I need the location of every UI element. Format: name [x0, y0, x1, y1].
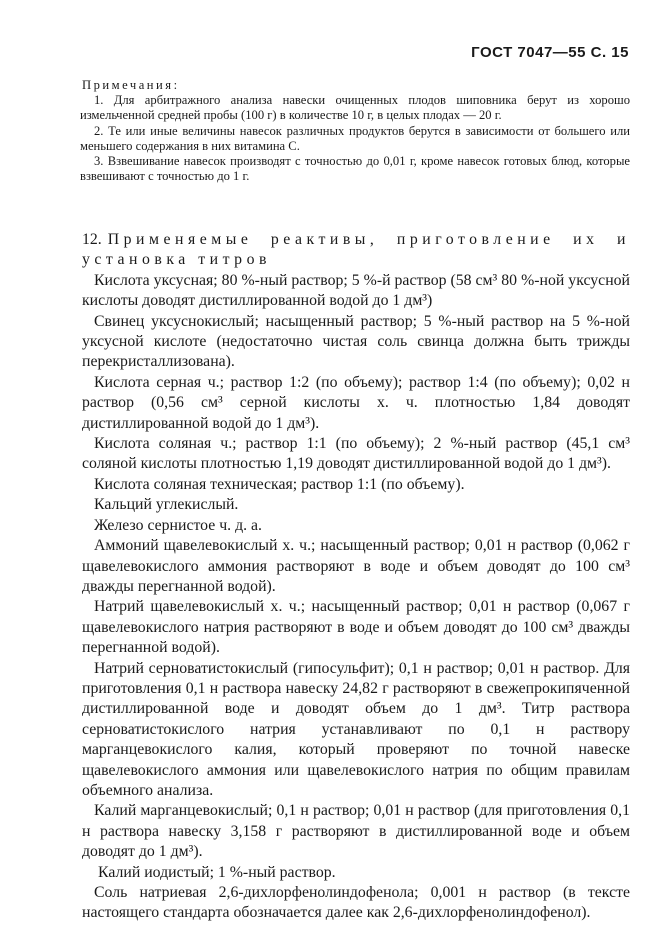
section-number: 12.	[82, 231, 102, 248]
paragraph: Кислота серная ч.; раствор 1:2 (по объему); раствор 1:4 (по объему); 0,02 н раствор (0,56 см³ серной кислоты х. ч. плотностью 1,84 доводят дистиллированной водой до 1 дм³).	[82, 373, 630, 432]
main-text	[82, 230, 630, 924]
paragraph: Аммоний щавелевокислый х. ч.; насыщенный раствор; 0,01 н раствор (0,062 г щавелевокислого аммония растворяют в воде и объем доводят до 100 см³ дважды перегнанной водой).	[82, 537, 630, 595]
notes-title: Примечания:	[82, 78, 180, 92]
paragraph: Кислота соляная техническая; раствор 1:1 (по объему).	[94, 475, 465, 493]
page-header: ГОСТ 7047—55 С. 15	[471, 44, 629, 61]
paragraph: Кислота соляная ч.; раствор 1:1 (по объему); 2 %-ный раствор (45,1 см³ соляной кислоты плотностью 1,19 доводят дистиллированной водой до 1 дм³).	[82, 435, 630, 473]
paragraph: Кальций углекислый.	[94, 496, 239, 514]
paragraph: Свинец уксуснокислый; насыщенный раствор; 5 %-ный раствор на 5 %-ной уксусной кислоте (недостаточно чистая соль свинца должна быть трижды перекристаллизована).	[82, 312, 630, 371]
paragraph: Соль натриевая 2,6-дихлорфенолиндофенола; 0,001 н раствор (в тексте настоящего стандарта обозначается далее как 2,6-дихлорфенолиндофенол).	[82, 884, 630, 922]
paragraph: Калий марганцевокислый; 0,1 н раствор; 0,01 н раствор (для приготовления 0,1 н раствора навеску 3,158 г растворяют в дистиллированной воде и объем доводят до 1 дм³).	[82, 802, 630, 861]
paragraph: Натрий серноватистокислый (гипосульфит); 0,1 н раствор; 0,01 н раствор. Для приготовления 0,1 н раствора навеску 24,82 г растворяют в свежепрокипяченной дистиллированной воде и доводят объем до 1 дм³. Титр раствора серноватистокислого натрия устанавливают по 0,1 н раствору марганцевокислого калия, который проверяют по точной навеске щавелевокислого аммония или щавелевокислого натрия по общим правилам объемного анализа.	[82, 659, 630, 799]
note-item-3: 3. Взвешивание навесок производят с точностью до 0,01 г, кроме навесок готовых блюд, которые взвешивают с точностью до 1 г.	[80, 154, 630, 184]
notes-block	[80, 78, 630, 184]
paragraph: Натрий щавелевокислый х. ч.; насыщенный раствор; 0,01 н раствор (0,067 г щавелевокислого натрия растворяют в воде и объем доводят до 100 см³ дважды перегнанной водой).	[82, 598, 630, 657]
note-item-2: 2. Те или иные величины навесок различных продуктов берутся в зависимости от большего или меньшего содержания в них витамина С.	[80, 123, 630, 153]
section-title: Применяемые реактивы, приготовление их и установка титров	[82, 231, 630, 269]
paragraph: Калий иодистый; 1 %-ный раствор.	[98, 863, 336, 881]
paragraph: Кислота уксусная; 80 %-ный раствор; 5 %-й раствор (58 см³ 80 %-ной уксусной кислоты доводят дистиллированной водой до 1 дм³)	[82, 271, 630, 310]
note-item-1: 1. Для арбитражного анализа навески очищенных плодов шиповника берут из хорошо измельченной средней пробы (100 г) в количестве 10 г, в целых плодах — 20 г.	[80, 93, 630, 123]
section-heading	[82, 230, 630, 271]
paragraph: Железо сернистое ч. д. а.	[94, 516, 262, 534]
